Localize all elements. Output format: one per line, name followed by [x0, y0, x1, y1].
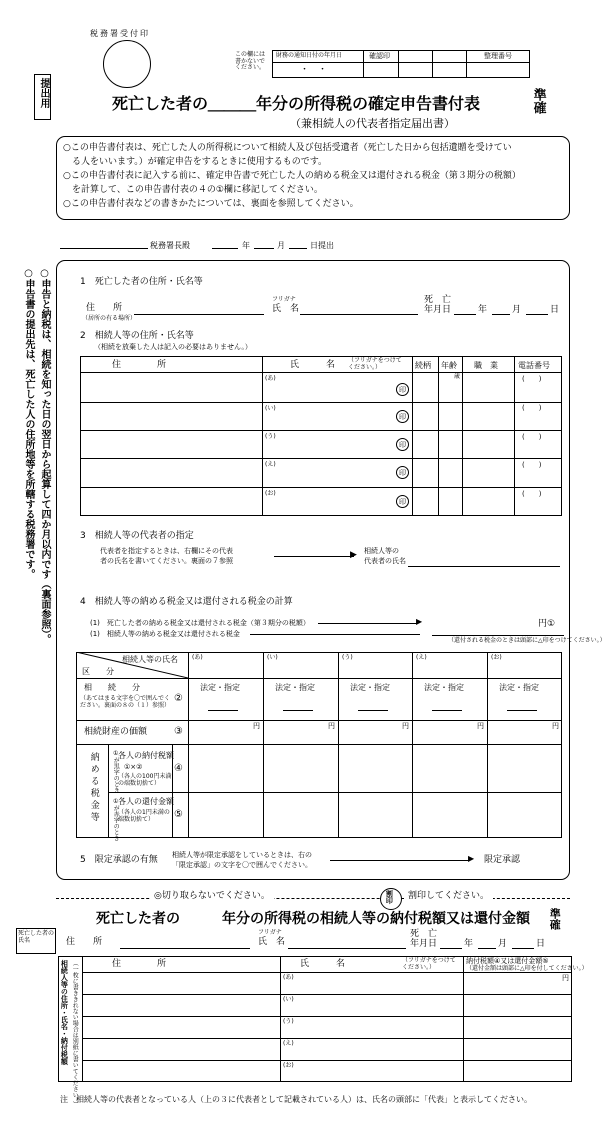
- col-occupation: 職 業: [474, 361, 498, 370]
- calc-col: (い): [267, 654, 278, 661]
- heir-row-label: (う): [265, 433, 276, 440]
- footer-note: 注 相続人等の代表者となっている人（上の３に代表者として記載されている人）は、氏名の頭部に「代表」と表示してください。: [60, 1095, 532, 1104]
- s1-name-label: 氏 名: [272, 304, 300, 314]
- pay-side-label: 納める税金等: [88, 752, 99, 824]
- heir-row-label: (あ): [265, 375, 276, 382]
- office-label: 税務署長殿: [150, 241, 190, 250]
- s1-address-label: 住 所: [86, 303, 123, 313]
- cut-line-left: ◎切り取らないでください。: [150, 892, 274, 901]
- pay-num: ④: [174, 763, 183, 774]
- col-phone: 電話番号: [518, 361, 550, 370]
- limited-approval[interactable]: 限定承認: [484, 855, 521, 865]
- col-address: 住 所: [112, 360, 167, 370]
- property-label: 相続財産の価額: [84, 727, 148, 737]
- note-line: を計算して、この申告書付表の４の①欄に移記してください。: [63, 185, 323, 195]
- b-col-name: 氏 名: [300, 959, 346, 969]
- yen-unit: 円: [253, 722, 260, 730]
- property-num: ③: [174, 726, 183, 737]
- s1-day: 日: [550, 305, 560, 315]
- b-address-label: 住 所: [66, 937, 103, 947]
- calc-col: (お): [491, 654, 502, 661]
- s4-line1: (1) 死亡した者の納める税金又は還付される税金（第３期分の税額）: [90, 619, 310, 627]
- page-subtitle: （兼相続人の代表者指定届出書）: [290, 117, 455, 130]
- s1-death-label: 死 亡: [424, 295, 452, 305]
- refund-side-note: ①が赤字のとき: [112, 798, 120, 841]
- inherit-value[interactable]: 法定・指定: [200, 683, 240, 692]
- heir-row-label: (お): [265, 490, 276, 497]
- seal-mark: 印: [396, 466, 409, 479]
- split-seal-text: 割印: [385, 890, 394, 904]
- pay-label: 各人の納付税額: [118, 751, 174, 760]
- admin-note: この欄には書かないでください。: [235, 51, 266, 72]
- col-age: 年齢: [441, 361, 457, 370]
- heir-name-header: 相続人等の氏名: [122, 655, 178, 664]
- section5-note1: 相続人等が限定承認をしているときは、右の: [172, 851, 312, 859]
- jun-kaku-mark: 準確: [530, 88, 546, 114]
- note-line: ○この申告書付表は、死亡した人の所得税について相続人及び包括受遺者（死亡した日から包括遺贈を受けてい: [63, 143, 512, 153]
- calc-col: (う): [342, 654, 353, 661]
- inherit-value[interactable]: 法定・指定: [275, 683, 315, 692]
- office-year: 年: [242, 241, 250, 250]
- s4-line2: (1) 相続人等の納める税金又は還付される税金: [90, 630, 240, 638]
- age-unit: 歳: [454, 373, 461, 380]
- section3-title: 3 相続人等の代表者の指定: [80, 531, 194, 541]
- b-furigana: フリガナ: [258, 929, 282, 936]
- b-row-label: (お): [283, 1062, 294, 1069]
- phone-field[interactable]: ( ): [522, 461, 542, 469]
- col-relation: 続柄: [415, 361, 431, 370]
- pay-side-note: ①が黒字のとき: [112, 750, 120, 793]
- seal-mark: 印: [396, 383, 409, 396]
- heir-row-label: (え): [265, 461, 276, 468]
- s1-year: 年: [478, 305, 488, 315]
- s1-furigana: フリガナ: [272, 296, 296, 303]
- b-death-label: 死 亡: [410, 929, 438, 939]
- calc-col: (あ): [192, 654, 203, 661]
- representative-name-input[interactable]: [408, 566, 560, 567]
- b-row-label: (う): [283, 1018, 294, 1025]
- inherit-note: （あてはまる文字を〇で囲んでください。裏面の８の（１）参照）: [80, 695, 171, 709]
- b-address-input[interactable]: [120, 948, 250, 949]
- yen-unit: 円: [552, 722, 559, 730]
- b-month: 月: [498, 939, 508, 949]
- calc-col: (え): [416, 654, 427, 661]
- admin-value1: ・ ・: [300, 65, 328, 75]
- refund-label: 各人の還付金額: [118, 797, 174, 806]
- b-row-label: (い): [283, 996, 294, 1003]
- cut-line-right: 割印してください。: [404, 892, 493, 901]
- heir-row-label: (い): [265, 405, 276, 412]
- inherit-value[interactable]: 法定・指定: [350, 683, 390, 692]
- admin-col1: 財務の通知日付の年月日: [276, 52, 343, 59]
- seal-mark: 印: [396, 495, 409, 508]
- phone-field[interactable]: ( ): [522, 375, 542, 383]
- pay-note: （各人の100円未満の端数切捨て）: [118, 773, 172, 787]
- deadline-note: ○申告と納税は、相続を知った日の翌日から起算して四か月以内です（裏面参照）。: [39, 268, 50, 644]
- s1-address-sub: （居所の有る場所）: [82, 315, 137, 322]
- s1-death-date: 年月日: [424, 305, 452, 315]
- b-row-label: (え): [283, 1040, 294, 1047]
- submission-note: ○申告書の提出先は、死亡した人の住所地等を所轄する税務署です。: [23, 268, 34, 579]
- note-line: ○この申告書付表などの書きかたについては、裏面を参照してください。: [63, 199, 359, 209]
- phone-field[interactable]: ( ): [522, 490, 542, 498]
- inherit-value[interactable]: 法定・指定: [499, 683, 539, 692]
- s1-month: 月: [512, 305, 522, 315]
- admin-col2: 確認印: [369, 52, 390, 60]
- b-col-address: 住 所: [112, 959, 167, 969]
- office-day: 日提出: [310, 241, 334, 250]
- section2-title: 2 相続人等の住所・氏名等: [80, 331, 194, 341]
- bottom-title: 死亡した者の 年分の所得税の相続人等の納付税額又は還付金額: [96, 911, 530, 927]
- b-col-amount: 納付税額④又は還付金額⑤: [466, 957, 549, 965]
- note-line: る人をいいます。）が確定申告をするときに使用するものです。: [63, 157, 328, 167]
- b-year: 年: [464, 939, 474, 949]
- note-line: ○この申告書付表に記入する前に、確定申告書で死亡した人の納める税金又は還付される税金（第３期分の税額）: [63, 171, 521, 181]
- kubun-header: 区 分: [82, 667, 114, 676]
- side-label: 提出用: [38, 78, 49, 108]
- section3-note1: 代表者を指定するときは、右欄にその代表: [100, 547, 233, 555]
- b-side-vertical: 相続人等の住所・氏名・納付税額: [60, 960, 69, 1065]
- tax-amount-yen: 円①: [538, 619, 556, 629]
- seal-text: 税務署受付印: [90, 29, 150, 38]
- section5-title: 5 限定承認の有無: [80, 855, 158, 865]
- phone-field[interactable]: ( ): [522, 404, 542, 412]
- seal-mark: 印: [396, 438, 409, 451]
- bottom-table: [58, 956, 572, 1082]
- col-name: 氏 名: [290, 360, 336, 370]
- section1-title: 1 死亡した者の住所・氏名等: [80, 277, 203, 287]
- page-title: 死亡した者の＿＿＿年分の所得税の確定申告書付表: [112, 94, 481, 113]
- section4-title: 4 相続人等の納める税金又は還付される税金の計算: [80, 597, 293, 607]
- section5-note2: 「限定承認」の文字を〇で囲んでください。: [172, 861, 312, 869]
- inherit-value[interactable]: 法定・指定: [424, 683, 464, 692]
- b-side-vertical2: （一枚に書ききれない場合は別紙に書いてください。）: [71, 960, 79, 1107]
- col-name-note: （フリガナをつけてください。）: [348, 357, 402, 371]
- refund-note: （各人の1円未満の端数切捨て）: [118, 809, 170, 823]
- yen-unit: 円: [477, 722, 484, 730]
- deceased-name-label: 死亡した者の氏名: [18, 930, 55, 944]
- rep-label1: 相続人等の: [364, 547, 399, 555]
- inherit-num: ②: [174, 693, 183, 704]
- s1-address-input[interactable]: [134, 314, 264, 315]
- bottom-jun-kaku: 準確: [548, 908, 562, 930]
- b-col-amount-note: （還付金額は頭部に△印を付してください。）: [466, 965, 588, 972]
- heirs-table: [80, 356, 562, 488]
- yen-unit: 円: [402, 722, 409, 730]
- refund-num: ⑤: [174, 809, 183, 820]
- b-day: 日: [536, 939, 546, 949]
- b-name-input[interactable]: [288, 948, 406, 949]
- pay-formula: ①×②: [124, 763, 143, 771]
- section3-note2: 者の氏名を書いてください。裏面の７参照: [100, 557, 233, 565]
- minus-note: （還付される税金のときは頭部に△印をつけてください。）: [448, 637, 606, 644]
- rep-label2: 代表者の氏名: [364, 557, 406, 565]
- seal-mark: 印: [396, 410, 409, 423]
- s1-name-input[interactable]: [300, 314, 418, 315]
- b-col-name-note: （フリガナをつけてください。）: [402, 957, 456, 971]
- b-death-date: 年月日: [410, 939, 438, 949]
- admin-col3: 整理番号: [484, 52, 512, 60]
- yen-unit: 円: [328, 722, 335, 730]
- phone-field[interactable]: ( ): [522, 433, 542, 441]
- b-yen: 円: [562, 974, 569, 982]
- inherit-label: 相 続 分: [84, 683, 140, 692]
- b-name-label: 氏 名: [258, 937, 286, 947]
- b-row-label: (あ): [283, 974, 294, 981]
- section2-note: （相続を放棄した人は記入の必要はありません。）: [94, 343, 252, 351]
- office-month: 月: [277, 241, 285, 250]
- tax-office-seal: [103, 40, 151, 88]
